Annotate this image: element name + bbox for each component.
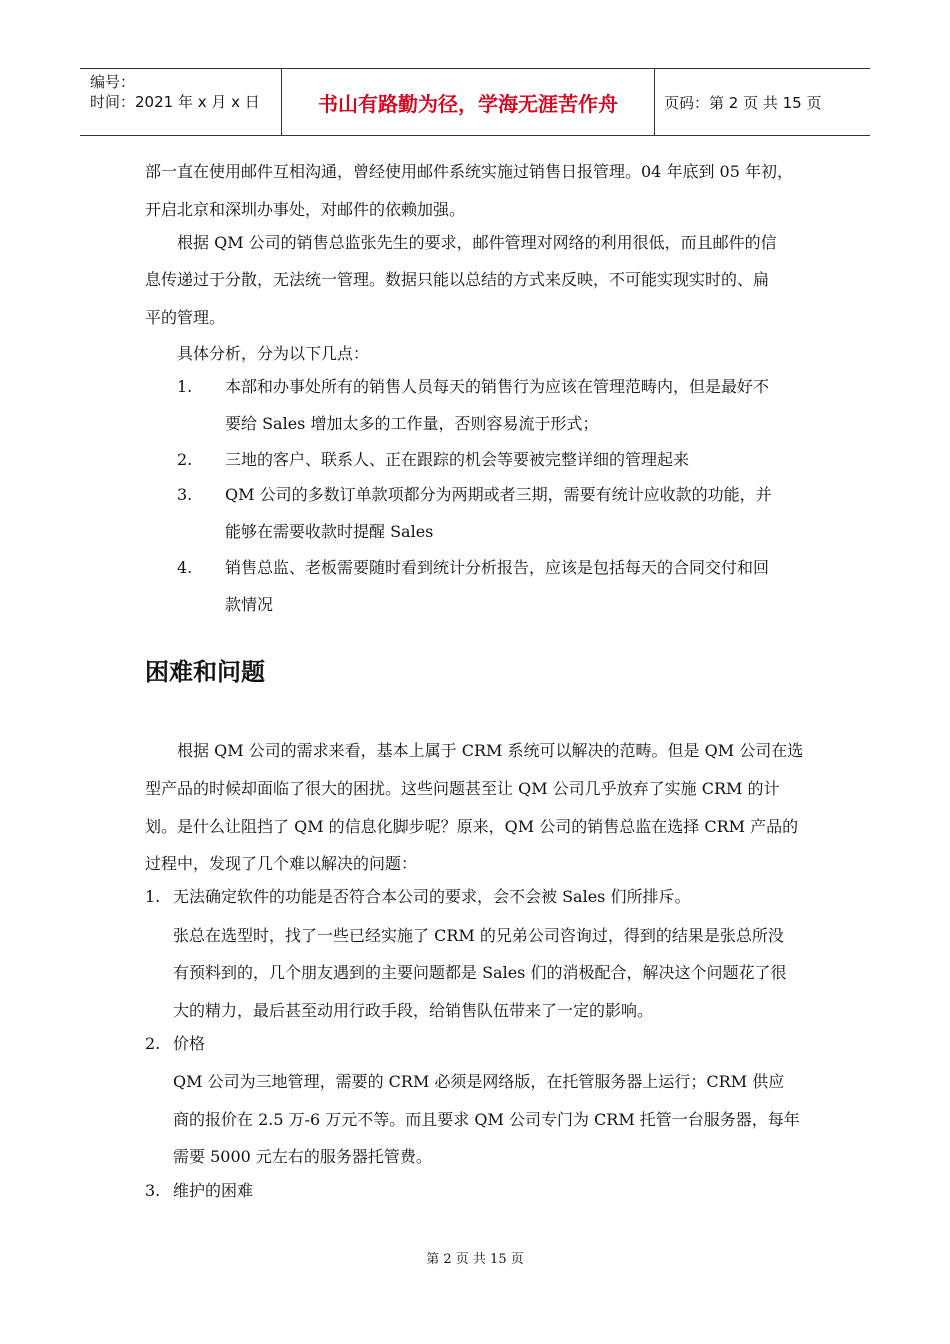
list-item-number: 4. bbox=[177, 558, 193, 577]
body-line: 息传递过于分散，无法统一管理。数据只能以总结的方式来反映，不可能实现实时的、扁 bbox=[145, 270, 770, 289]
body-line: 平的管理。 bbox=[145, 308, 226, 327]
body-line: 开启北京和深圳办事处，对邮件的依赖加强。 bbox=[145, 200, 466, 219]
list-item-text: 本部和办事处所有的销售人员每天的销售行为应该在管理范畴内，但是最好不 bbox=[225, 377, 770, 396]
problem-detail: 商的报价在 2.5 万-6 万元不等。而且要求 QM 公司专门为 CRM 托管一台服务器，每年 bbox=[173, 1110, 800, 1129]
page-footer: 第 2 页 共 15 页 bbox=[426, 1252, 524, 1267]
problem-detail: 张总在选型时，找了一些已经实施了 CRM 的兄弟公司咨询过，得到的结果是张总所没 bbox=[173, 926, 784, 945]
header-meta bbox=[90, 72, 260, 112]
list-item-number: 2. bbox=[145, 1034, 161, 1053]
list-item-number: 1. bbox=[177, 377, 193, 396]
problem-title: 价格 bbox=[173, 1034, 206, 1053]
list-item-text: 能够在需要收款时提醒 Sales bbox=[225, 522, 434, 541]
body-line: 根据 QM 公司的需求来看，基本上属于 CRM 系统可以解决的范畴。但是 QM 公司在选 bbox=[177, 741, 804, 760]
header-motto: 书山有路勤为径，学海无涯苦作舟 bbox=[318, 91, 618, 116]
problem-title: 维护的困难 bbox=[173, 1181, 254, 1200]
analysis-intro: 具体分析，分为以下几点： bbox=[177, 344, 370, 363]
list-item-number: 3. bbox=[145, 1181, 161, 1200]
body-line: 型产品的时候却面临了很大的困扰。这些问题甚至让 QM 公司几乎放弃了实施 CRM 的计 bbox=[145, 779, 780, 798]
document-time-label: 时间：2021 年 x 月 x 日 bbox=[90, 93, 260, 111]
list-item-text: 三地的客户、联系人、正在跟踪的机会等要被完整详细的管理起来 bbox=[225, 450, 690, 469]
body-line: 根据 QM 公司的销售总监张先生的要求，邮件管理对网络的利用很低，而且邮件的信 bbox=[177, 233, 777, 252]
list-item-text: 款情况 bbox=[225, 595, 274, 614]
problem-title: 无法确定软件的功能是否符合本公司的要求，会不会被 Sales 们所排斥。 bbox=[173, 887, 691, 906]
header-divider-right bbox=[654, 68, 655, 136]
problem-detail: 有预料到的，几个朋友遇到的主要问题都是 Sales 们的消极配合，解决这个问题花了很 bbox=[173, 963, 787, 982]
problem-detail: 大的精力，最后甚至动用行政手段，给销售队伍带来了一定的影响。 bbox=[173, 1001, 654, 1020]
body-line: 部一直在使用邮件互相沟通，曾经使用邮件系统实施过销售日报管理。04 年底到 05 年初， bbox=[145, 162, 793, 181]
list-item-number: 1. bbox=[145, 887, 161, 906]
problem-detail: QM 公司为三地管理，需要的 CRM 必须是网络版，在托管服务器上运行；CRM 供应 bbox=[173, 1072, 785, 1091]
body-line: 划。是什么让阻挡了 QM 的信息化脚步呢？原来，QM 公司的销售总监在选择 CRM 产品的 bbox=[145, 817, 799, 836]
list-item-number: 2. bbox=[177, 450, 193, 469]
document-number-label: 编号： bbox=[90, 73, 136, 91]
list-item-text: 要给 Sales 增加太多的工作量，否则容易流于形式； bbox=[225, 414, 599, 433]
section-heading: 困难和问题 bbox=[145, 658, 265, 686]
body-line: 过程中，发现了几个难以解决的问题： bbox=[145, 854, 418, 873]
list-item-number: 3. bbox=[177, 485, 193, 504]
header-page-info: 页码：第 2 页 共 15 页 bbox=[664, 93, 822, 112]
list-item-text: 销售总监、老板需要随时看到统计分析报告，应该是包括每天的合同交付和回 bbox=[225, 558, 770, 577]
list-item-text: QM 公司的多数订单款项都分为两期或者三期，需要有统计应收款的功能，并 bbox=[225, 485, 772, 504]
problem-detail: 需要 5000 元左右的服务器托管费。 bbox=[173, 1147, 432, 1166]
